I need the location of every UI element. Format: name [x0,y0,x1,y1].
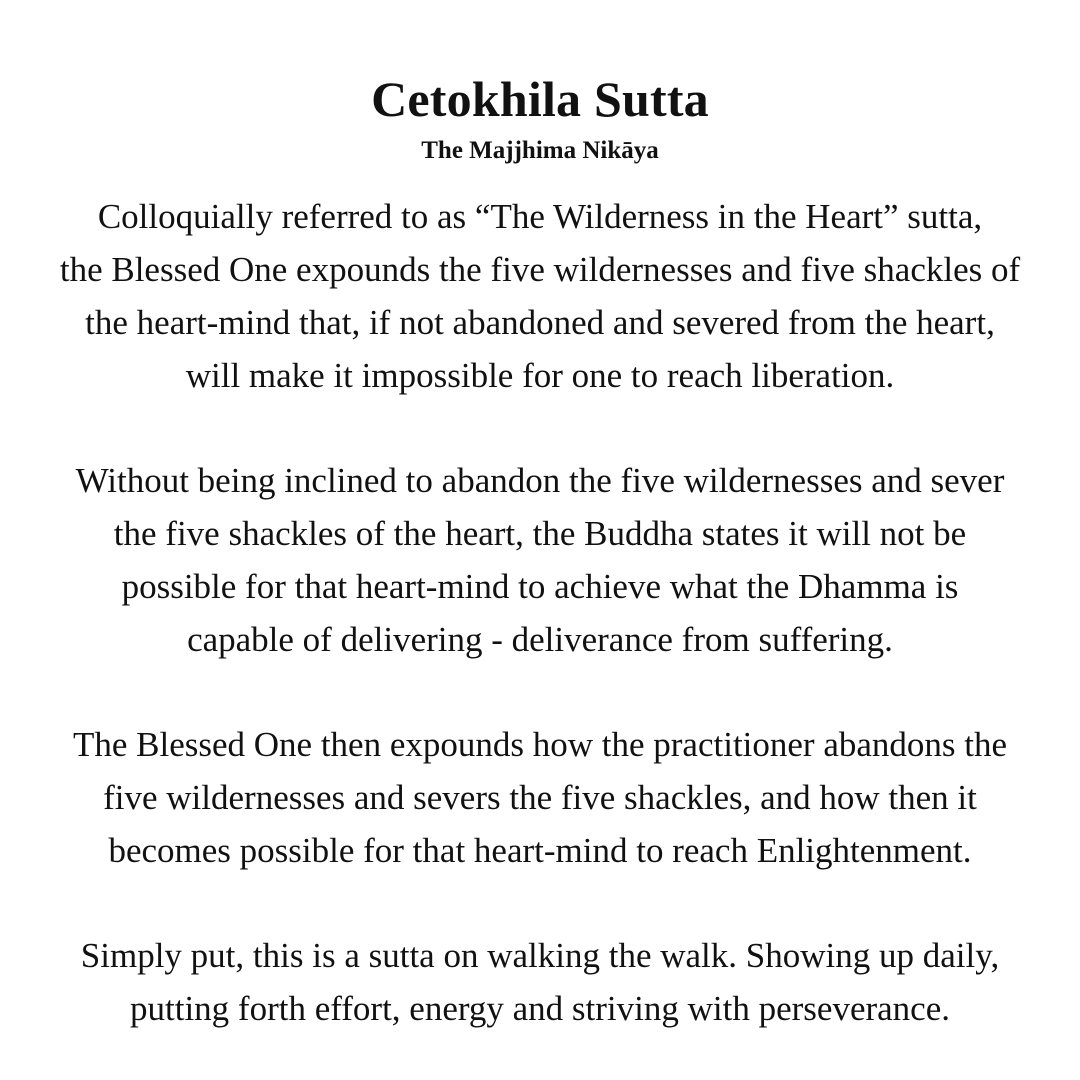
paragraph-line: five wildernesses and severs the five shackles, and how then it [103,778,977,817]
paragraph-line: the Blessed One expounds the five wildernesses and five shackles of [59,250,1021,289]
paragraph-line: becomes possible for that heart-mind to reach Enlightenment. [108,831,972,870]
paragraph-line: possible for that heart-mind to achieve what the Dhamma is [121,567,959,606]
paragraph-line: The Blessed One then expounds how the practitioner abandons the [72,725,1008,764]
document-body [0,190,1080,1035]
paragraph-line: the heart-mind that, if not abandoned and severed from the heart, [85,303,995,342]
paragraph-how-abandon [0,718,1080,877]
page-subtitle: The Majjhima Nikāya [421,137,659,164]
paragraph-intro [0,190,1080,402]
page-title: Cetokhila Sutta [371,71,709,127]
paragraph-line: Simply put, this is a sutta on walking the walk. Showing up daily, [80,936,1000,975]
paragraph-line: Colloquially referred to as “The Wilderness in the Heart” sutta, [97,197,983,236]
paragraph-line: capable of delivering - deliverance from suffering. [187,620,893,659]
paragraph-line: putting forth effort, energy and striving with perseverance. [130,989,950,1028]
paragraph-line: will make it impossible for one to reach liberation. [185,356,895,395]
paragraph-line: the five shackles of the heart, the Buddha states it will not be [113,514,967,553]
paragraph-line: Without being inclined to abandon the five wildernesses and sever [75,461,1005,500]
paragraph-without-abandoning [0,454,1080,666]
paragraph-summary [0,929,1080,1035]
